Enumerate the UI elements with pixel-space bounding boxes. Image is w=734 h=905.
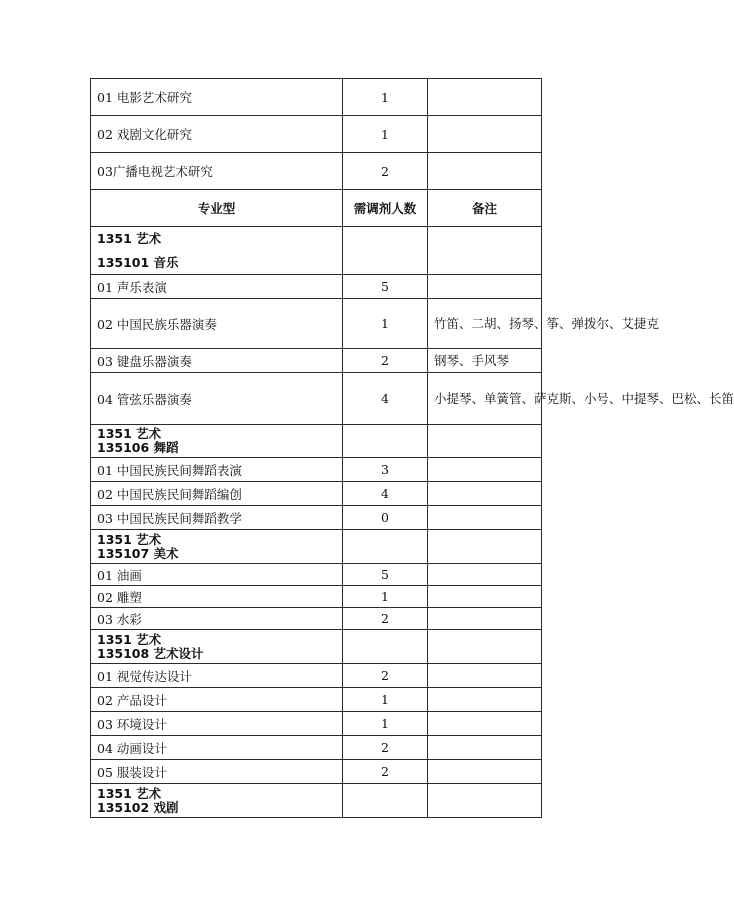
major-name: 01 视觉传达设计 [91,664,343,688]
table-row [91,608,542,630]
quota-count: 2 [343,736,428,760]
table-row [91,736,542,760]
table-row [91,688,542,712]
discipline-label: 1351 艺术 [97,631,162,647]
major-code-label: 135106 舞蹈 [97,440,179,455]
major-name: 02 中国民族乐器演奏 [91,299,343,349]
note-cell [428,458,542,482]
table-row [91,349,542,373]
table-row [91,760,542,784]
major-name: 03广播电视艺术研究 [91,153,343,190]
group-label [91,227,343,275]
table-row [91,299,542,349]
note-cell [428,506,542,530]
quota-count: 4 [343,373,428,425]
quota-count: 5 [343,275,428,299]
quota-count: 2 [343,760,428,784]
quota-count: 2 [343,153,428,190]
note-cell: 小提琴、单簧管、萨克斯、小号、中提琴、巴松、长笛 [428,373,542,425]
group-row [91,784,542,818]
admission-table [90,78,734,818]
note-cell [428,608,542,630]
quota-count: 0 [343,506,428,530]
major-name: 01 中国民族民间舞蹈表演 [91,458,343,482]
quota-count: 1 [343,79,428,116]
note-cell [428,153,542,190]
quota-count: 1 [343,299,428,349]
section-title: 专业型 [91,190,343,227]
quota-count: 2 [343,664,428,688]
quota-count: 3 [343,458,428,482]
quota-count: 1 [343,116,428,153]
major-code-label: 135102 戏剧 [97,799,179,815]
major-name: 02 产品设计 [91,688,343,712]
major-name: 04 动画设计 [91,736,343,760]
quota-count: 1 [343,712,428,736]
group-label [91,425,343,458]
group-label [91,630,343,664]
group-label [91,784,343,818]
major-name: 02 中国民族民间舞蹈编创 [91,482,343,506]
quota-count: 2 [343,608,428,630]
major-name: 03 中国民族民间舞蹈教学 [91,506,343,530]
major-name: 01 声乐表演 [91,275,343,299]
discipline-label: 1351 艺术 [97,531,162,547]
note-cell [428,564,542,586]
note-cell [428,736,542,760]
major-name: 03 键盘乐器演奏 [91,349,343,373]
group-row [91,425,542,458]
note-cell [428,712,542,736]
quota-count: 4 [343,482,428,506]
major-name: 03 水彩 [91,608,343,630]
note-cell [428,116,542,153]
major-code-label: 135107 美术 [97,545,179,561]
major-name: 01 电影艺术研究 [91,79,343,116]
note-cell [428,586,542,608]
discipline-label: 1351 艺术 [97,426,162,441]
table-row [91,275,542,299]
major-code-label: 135101 音乐 [97,254,179,270]
table-row [91,79,542,116]
note-cell [428,760,542,784]
quota-count: 1 [343,688,428,712]
major-name: 03 环境设计 [91,712,343,736]
table-row [91,586,542,608]
table-row [91,373,542,425]
group-row [91,227,542,275]
group-row [91,530,542,564]
table-row [91,153,542,190]
discipline-label: 1351 艺术 [97,230,162,246]
major-name: 01 油画 [91,564,343,586]
note-cell: 钢琴、手风琴 [428,349,542,373]
note-cell [428,688,542,712]
table-row [91,712,542,736]
note-cell [428,79,542,116]
group-label [91,530,343,564]
quota-count: 5 [343,564,428,586]
major-name: 02 戏剧文化研究 [91,116,343,153]
note-cell [428,275,542,299]
quota-count: 1 [343,586,428,608]
table-row [91,458,542,482]
discipline-label: 1351 艺术 [97,785,162,801]
table-row [91,506,542,530]
major-name: 05 服装设计 [91,760,343,784]
major-code-label: 135108 艺术设计 [97,645,204,661]
table-row [91,564,542,586]
table-row [91,116,542,153]
table-row [91,664,542,688]
major-name: 04 管弦乐器演奏 [91,373,343,425]
quota-count: 2 [343,349,428,373]
note-column-header: 备注 [428,190,542,227]
group-row [91,630,542,664]
note-cell [428,664,542,688]
note-cell: 竹笛、二胡、扬琴、筝、弹拨尔、艾捷克 [428,299,542,349]
note-cell [428,482,542,506]
section-header-row [91,190,542,227]
count-column-header: 需调剂人数 [343,190,428,227]
major-name: 02 雕塑 [91,586,343,608]
table-row [91,482,542,506]
